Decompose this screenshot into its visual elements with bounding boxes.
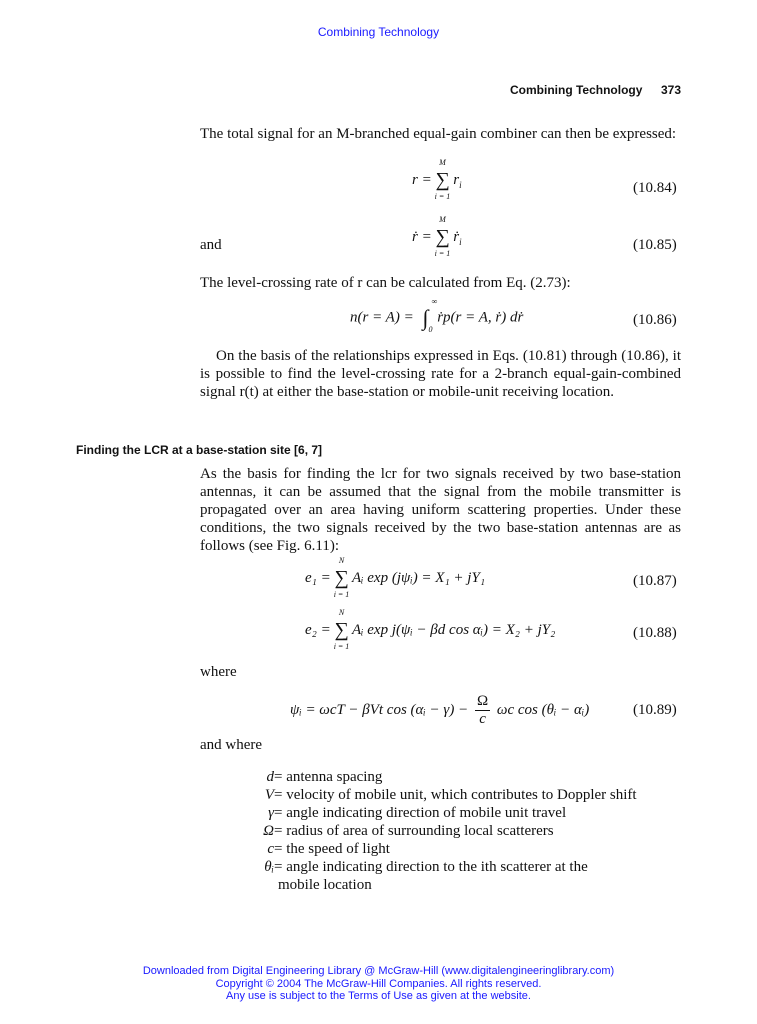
equation-number-10-86: (10.86) bbox=[633, 312, 677, 328]
sum-upper-limit: M bbox=[439, 158, 446, 167]
footer-terms-link[interactable]: Any use is subject to the Terms of Use as given at the website. bbox=[226, 990, 531, 1002]
definition-row bbox=[252, 876, 637, 894]
footer-copyright[interactable]: Copyright © 2004 The McGraw-Hill Companies. All rights reserved. bbox=[215, 977, 542, 990]
definition-text: = velocity of mobile unit, which contributes to Doppler shift bbox=[274, 787, 637, 803]
summation-symbol: N ∑ i = 1 bbox=[335, 620, 349, 641]
equation-10-86 bbox=[350, 297, 524, 334]
equation-number-10-85: (10.85) bbox=[633, 237, 677, 253]
equation-number-10-88: (10.88) bbox=[633, 625, 677, 641]
sum-lower-limit: i = 1 bbox=[434, 249, 451, 258]
eq-subscript: i bbox=[459, 179, 462, 190]
fraction-denominator: c bbox=[479, 711, 486, 727]
definition-text: = angle indicating direction to the ith scatterer at the bbox=[274, 859, 588, 875]
paragraph-basis-lcr: As the basis for finding the lcr for two signals received by two base-station antennas, it can be assumed that the signal from the mobile transmitter is propagated over an area having uniform scattering properties. Under these conditions, the two signals received by the two base-station antennas are as follows (see Fig. 6.11): bbox=[200, 466, 681, 554]
footer bbox=[0, 965, 757, 1003]
paragraph-total-signal: The total signal for an M-branched equal-gain combiner can then be expressed: bbox=[200, 126, 677, 142]
paragraph-level-crossing: The level-crossing rate of r can be calculated from Eq. (2.73): bbox=[200, 275, 571, 291]
running-head: Combining Technology bbox=[510, 83, 643, 97]
integral-upper-limit: ∞ bbox=[431, 297, 438, 306]
summation-symbol: M ∑ i = 1 bbox=[435, 170, 449, 191]
definition-text: mobile location bbox=[278, 877, 372, 893]
sum-lower-limit: i = 1 bbox=[333, 642, 350, 651]
definition-row bbox=[252, 840, 637, 858]
eq-lhs: ψᵢ = ωcT − βVt cos (αᵢ − γ) − bbox=[290, 701, 469, 718]
definition-symbol: γ bbox=[268, 805, 274, 821]
definition-row bbox=[252, 858, 637, 876]
definition-text: = antenna spacing bbox=[274, 769, 383, 785]
summation-symbol: M ∑ i = 1 bbox=[435, 227, 449, 248]
sum-upper-limit: N bbox=[338, 556, 345, 565]
equation-10-88 bbox=[305, 608, 556, 651]
definition-row bbox=[252, 804, 637, 822]
definition-text: = angle indicating direction of mobile unit travel bbox=[274, 805, 567, 821]
and-label: and bbox=[200, 237, 222, 253]
sum-lower-limit: i = 1 bbox=[333, 590, 350, 599]
eq-rhs: Aᵢ exp (jψᵢ) = X₁ + jY₁ bbox=[351, 569, 486, 586]
definition-symbol: d bbox=[266, 769, 274, 785]
equation-number-10-89: (10.89) bbox=[633, 702, 677, 718]
footer-download-link[interactable]: Downloaded from Digital Engineering Library @ McGraw-Hill (www.digitalengineeringlibrary.com) bbox=[142, 965, 615, 977]
definition-text: = the speed of light bbox=[274, 841, 390, 857]
equation-10-84 bbox=[412, 158, 462, 201]
definition-row bbox=[252, 822, 637, 840]
where-label: where bbox=[200, 664, 237, 680]
eq-rhs: ṙp(r = A, ṙ) dṙ bbox=[437, 309, 524, 326]
eq-term: r bbox=[453, 171, 460, 188]
definition-row bbox=[252, 786, 637, 804]
integral-lower-limit: 0 bbox=[428, 325, 433, 334]
eq-lhs: e₂ = bbox=[305, 621, 331, 638]
eq-term: ṙ bbox=[453, 228, 460, 245]
sum-upper-limit: M bbox=[439, 215, 446, 224]
paragraph-basis-relationships: On the basis of the relationships expressed in Eqs. (10.81) through (10.86), it is possible to find the level-crossing rate for a 2-branch equal-gain-combined signal r(t) at either the base-station or mobile-unit receiving location. bbox=[200, 348, 681, 400]
fraction bbox=[475, 693, 490, 728]
eq-lhs: e₁ = bbox=[305, 569, 331, 586]
eq-rhs: Aᵢ exp j(ψᵢ − βd cos αᵢ) = X₂ + jY₂ bbox=[351, 621, 556, 638]
equation-10-89 bbox=[290, 693, 589, 728]
definition-text: = radius of area of surrounding local scatterers bbox=[274, 823, 554, 839]
sum-lower-limit: i = 1 bbox=[434, 192, 451, 201]
fraction-numerator: Ω bbox=[476, 693, 489, 709]
integral-symbol: ∞ ∫ 0 bbox=[417, 305, 433, 331]
eq-rhs: ωc cos (θᵢ − αᵢ) bbox=[496, 701, 590, 718]
eq-lhs: ṙ = bbox=[412, 228, 432, 245]
definition-symbol: c bbox=[267, 841, 274, 857]
definition-symbol: Ω bbox=[263, 823, 274, 839]
and-where-label: and where bbox=[200, 737, 263, 753]
equation-10-87 bbox=[305, 556, 486, 599]
definition-row bbox=[252, 768, 637, 786]
sum-upper-limit: N bbox=[338, 608, 345, 617]
eq-subscript: i bbox=[459, 236, 462, 247]
summation-symbol: N ∑ i = 1 bbox=[335, 568, 349, 589]
page-number: 373 bbox=[661, 83, 682, 97]
definition-symbol: V bbox=[264, 787, 274, 803]
eq-lhs: r = bbox=[412, 171, 432, 188]
equation-number-10-84: (10.84) bbox=[633, 180, 677, 196]
section-heading: Finding the LCR at a base-station site [6, 7] bbox=[76, 443, 323, 457]
eq-lhs: n(r = A) = bbox=[350, 309, 414, 326]
top-chapter-link[interactable]: Combining Technology bbox=[317, 25, 440, 39]
definitions-list bbox=[252, 768, 637, 894]
equation-10-85 bbox=[412, 215, 462, 258]
definition-symbol: θᵢ bbox=[264, 859, 274, 875]
equation-number-10-87: (10.87) bbox=[633, 573, 677, 589]
